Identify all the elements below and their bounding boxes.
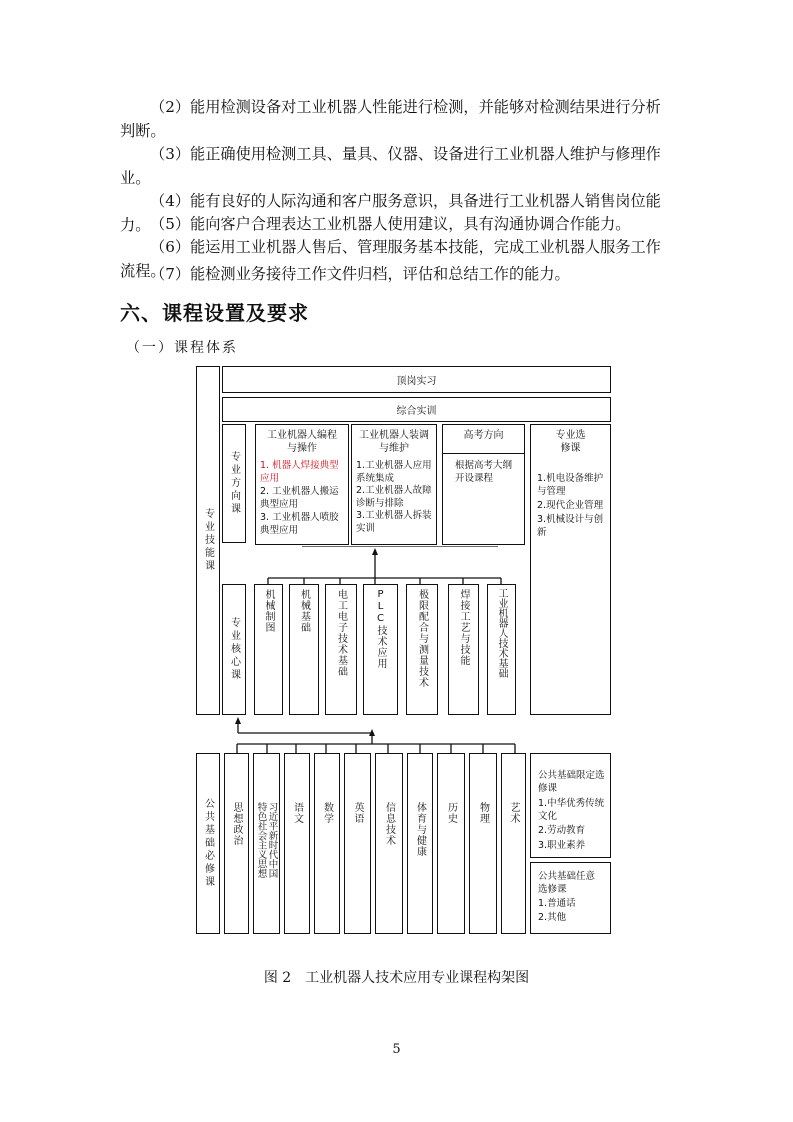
maintenance-title: 工业机器人装调与维护 [359,430,429,454]
professional-elective-title: 专业选修课 [555,430,586,454]
public-course-8-text: 历史 [445,802,457,824]
optional-elective-box [530,862,611,934]
core-course-1-text: 机械制图 [263,589,274,633]
core-course-5 [406,584,438,715]
programming-title: 工业机器人编程与操作 [267,430,337,454]
public-course-1 [224,753,249,934]
public-course-3 [284,753,310,934]
public-course-4 [314,753,340,934]
public-required-text: 公共基础必修课 [202,798,214,889]
programming-item-3: 3. 工业机器人喷胶典型应用 [260,512,339,536]
core-course-5-text: 极限配合与测量技术 [416,589,428,688]
elective-item-1: 1.机电设备维护与管理 [537,473,604,497]
core-course-2 [289,584,319,715]
public-course-7-text: 体育与健康 [414,802,426,857]
page-number: 5 [392,1042,401,1057]
core-course-2-text: 机械基础 [298,589,310,633]
public-course-8 [437,753,465,934]
maintenance-item-2: 2.工业机器人故障诊断与排除 [356,485,432,509]
core-course-3-text: 电工电子技术基础 [335,589,347,677]
public-course-5 [344,753,371,934]
paragraph-5: （5）能向客户合理表达工业机器人使用建议，具有沟通协调合作能力。 [150,215,631,233]
professional-elective-box [530,424,611,715]
section-heading: 六、课程设置及要求 [120,301,309,325]
core-label-text: 专业核心课 [228,617,240,682]
maintenance-item-3: 3.工业机器人拆装实训 [356,510,432,534]
professional-skills-text: 专业技能课 [202,508,214,573]
maintenance-item-1: 1.工业机器人应用系统集成 [356,460,432,484]
paragraph-6: （6）能运用工业机器人售后、管理服务基本技能，完成工业机器人服务工作流程。 [120,238,661,280]
programming-item-2: 2. 工业机器人搬运典型应用 [260,486,339,510]
public-course-9 [469,753,497,934]
public-course-10-text: 艺术 [508,802,519,824]
core-course-4-text: PLC技术应用 [375,589,386,669]
limited-elective-item-3: 3.职业素养 [538,840,586,851]
public-required-label [196,753,220,934]
direction-label [222,424,246,543]
direction-col-exam [442,424,525,545]
public-course-7 [407,753,433,934]
optional-elective-item-2: 2.其他 [538,912,567,923]
top-internship-box [222,366,611,393]
public-course-1-text: 思想政治 [231,802,242,846]
top-internship-text: 顶岗实习 [396,376,437,387]
paragraph-4: （4）能有良好的人际沟通和客户服务意识，具备进行工业机器人销售岗位能力。 [120,192,661,234]
limited-elective-item-1: 1.中华优秀传统文化 [538,798,605,822]
programming-item-1: 1. 机器人焊接典型应用 [260,460,339,484]
core-label [222,584,246,715]
public-course-6-text: 信息技术 [383,802,395,846]
public-course-4-text: 数学 [321,802,333,824]
limited-elective-item-2: 2.劳动教育 [538,825,586,836]
core-course-4 [363,584,398,715]
direction-col-programming [255,424,349,545]
limited-elective-title: 公共基础限定选修课 [538,770,605,794]
core-course-7-text: 工业机器人技术基础 [496,588,507,678]
figure-caption: 图 2 工业机器人技术应用专业课程构架图 [263,970,530,986]
public-course-6 [375,753,403,934]
paragraph-2: （2）能用检测设备对工业机器人性能进行检测，并能够对检测结果进行分析判断。 [120,98,661,140]
public-course-2-text: 习近平新时代中国特色社会主义思想 [255,802,278,878]
paragraph-7: （7）能检测业务接待工作文件归档，评估和总结工作的能力。 [150,265,570,283]
comprehensive-training-box [222,397,611,422]
professional-skills-label [196,366,220,715]
direction-label-text: 专业方向课 [228,451,240,516]
paragraph-3: （3）能正确使用检测工具、量具、仪器、设备进行工业机器人维护与修理作业。 [120,145,661,187]
core-course-6 [448,584,479,715]
subsection-heading: （一）课程体系 [126,340,238,356]
elective-item-3: 3.机械设计与创新 [537,514,604,538]
elective-item-2: 2.现代企业管理 [537,500,604,511]
public-course-5-text: 英语 [352,802,363,824]
public-course-3-text: 语文 [291,802,303,824]
core-course-1 [254,584,283,715]
comprehensive-training-text: 综合实训 [396,406,437,417]
core-course-7 [487,584,516,715]
limited-elective-box [530,753,611,858]
public-course-9-text: 物理 [477,802,489,824]
optional-elective-title: 公共基础任意选修课 [538,871,596,895]
exam-item: 根据高考大纲开设课程 [455,460,513,484]
core-course-6-text: 焊接工艺与技能 [458,589,469,666]
public-course-2 [253,753,280,934]
exam-divider [442,453,525,454]
direction-col-maintenance [351,424,437,545]
exam-title: 高考方向 [463,430,504,441]
public-course-10 [501,753,526,934]
optional-elective-item-1: 1.普通话 [538,898,576,909]
core-course-3 [325,584,357,715]
